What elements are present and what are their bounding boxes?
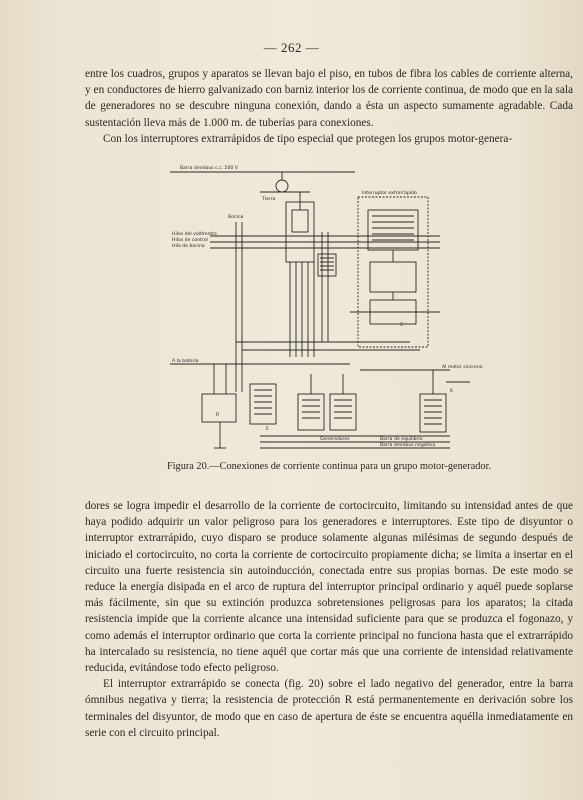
label-r: R [216, 413, 220, 418]
paragraph: Con los interruptores extrarrápidos de tipo especial que protegen los grupos motor-genera- [103, 132, 513, 145]
label-generadores: Generadores [320, 437, 350, 442]
label-barra-negativa: Barra ómnibus negativa [380, 443, 436, 448]
label-barra-equilibrio: Barra de equilibrio [380, 437, 423, 442]
label-interruptor-extrarrapido: Interruptor extrarrápido [362, 191, 417, 196]
circuit-diagram [150, 162, 500, 454]
paragraph: entre los cuadros, grupos y aparatos se llevan bajo el piso, en tubos de fibra los cables de corriente alterna, y en conductores de hierro galvanizado con barniz interior los de corriente continua, de modo que en la sala de generadores no se descubre ninguna conexión, dando a ésta un aspecto sumamente agradable. Cada sustentación lleva más de 1.000 m. de tuberías para conexiones. [85, 68, 573, 129]
paragraph: El interruptor extrarrápido se conecta (fig. 20) sobre el lado negativo del generador, entre la barra ómnibus negativa y tierra; la resistencia de protección R está permanentemente en derivación sobre los terminales del disyuntor, de modo que en caso de apertura de éste se encuentra aquélla inmediatamente en serie con el circuito principal. [85, 678, 573, 739]
text-block-bottom [85, 498, 573, 741]
figure-caption: Figura 20.—Conexiones de corriente continua para un grupo motor-generador. [166, 461, 492, 472]
label-k: K [450, 389, 454, 394]
label-e: E [266, 427, 269, 432]
label-c: C [400, 323, 404, 328]
circuit-diagram-figure [150, 162, 500, 454]
paragraph: dores se logra impedir el desarrollo de la corriente de cortocircuito, limitando su intensidad antes de que haya podido adquirir un valor peligroso para los generadores e interruptores. Este tipo de disyuntor o interruptor extrarrápido, cuyo disparo se produce solamente algunas milésimas de segundo después de iniciado el cortocircuito, no corta la corriente de cortocircuito propiamente dicha; se limita a insertar en el circuito una fuerte resistencia sin autoinducción, conectada entre sus propias bornas. De este modo se reduce la energía disipada en el arco de ruptura del interruptor principal ordinario y aquél puede soplarse más fácilmente, sin que su extinción produzca sobretensiones peligrosas para los aparatos; la citada resistencia impide que la corriente alcance una intensidad suficiente para que se produzca el fogonazo, y como además el interruptor ordinario que corta la corriente principal no funciona hasta que el extrarrápido ha intercalado su resistencia, no tiene aquél que cortar más que una corriente de intensidad relativamente reducida, evitándose todo efecto peligroso. [85, 500, 573, 675]
label-a-la-bateria: A la batería [172, 359, 199, 364]
label-hilos-voltimetro: Hilos del voltímetro [172, 232, 217, 237]
label-barra-omnibus: Barra ómnibus c.c. 500 V [180, 166, 238, 171]
text-block-top [85, 66, 573, 147]
label-hilos-control: Hilos de control [172, 238, 208, 243]
label-tierra: Tierra [262, 197, 276, 202]
page-number: — 262 — [263, 40, 320, 55]
label-al-motor-sincrono: Al motor síncrono [442, 365, 483, 370]
label-bocina: Bocina [228, 215, 244, 220]
label-hilo-bocina: Hilo de bocina [172, 244, 205, 249]
